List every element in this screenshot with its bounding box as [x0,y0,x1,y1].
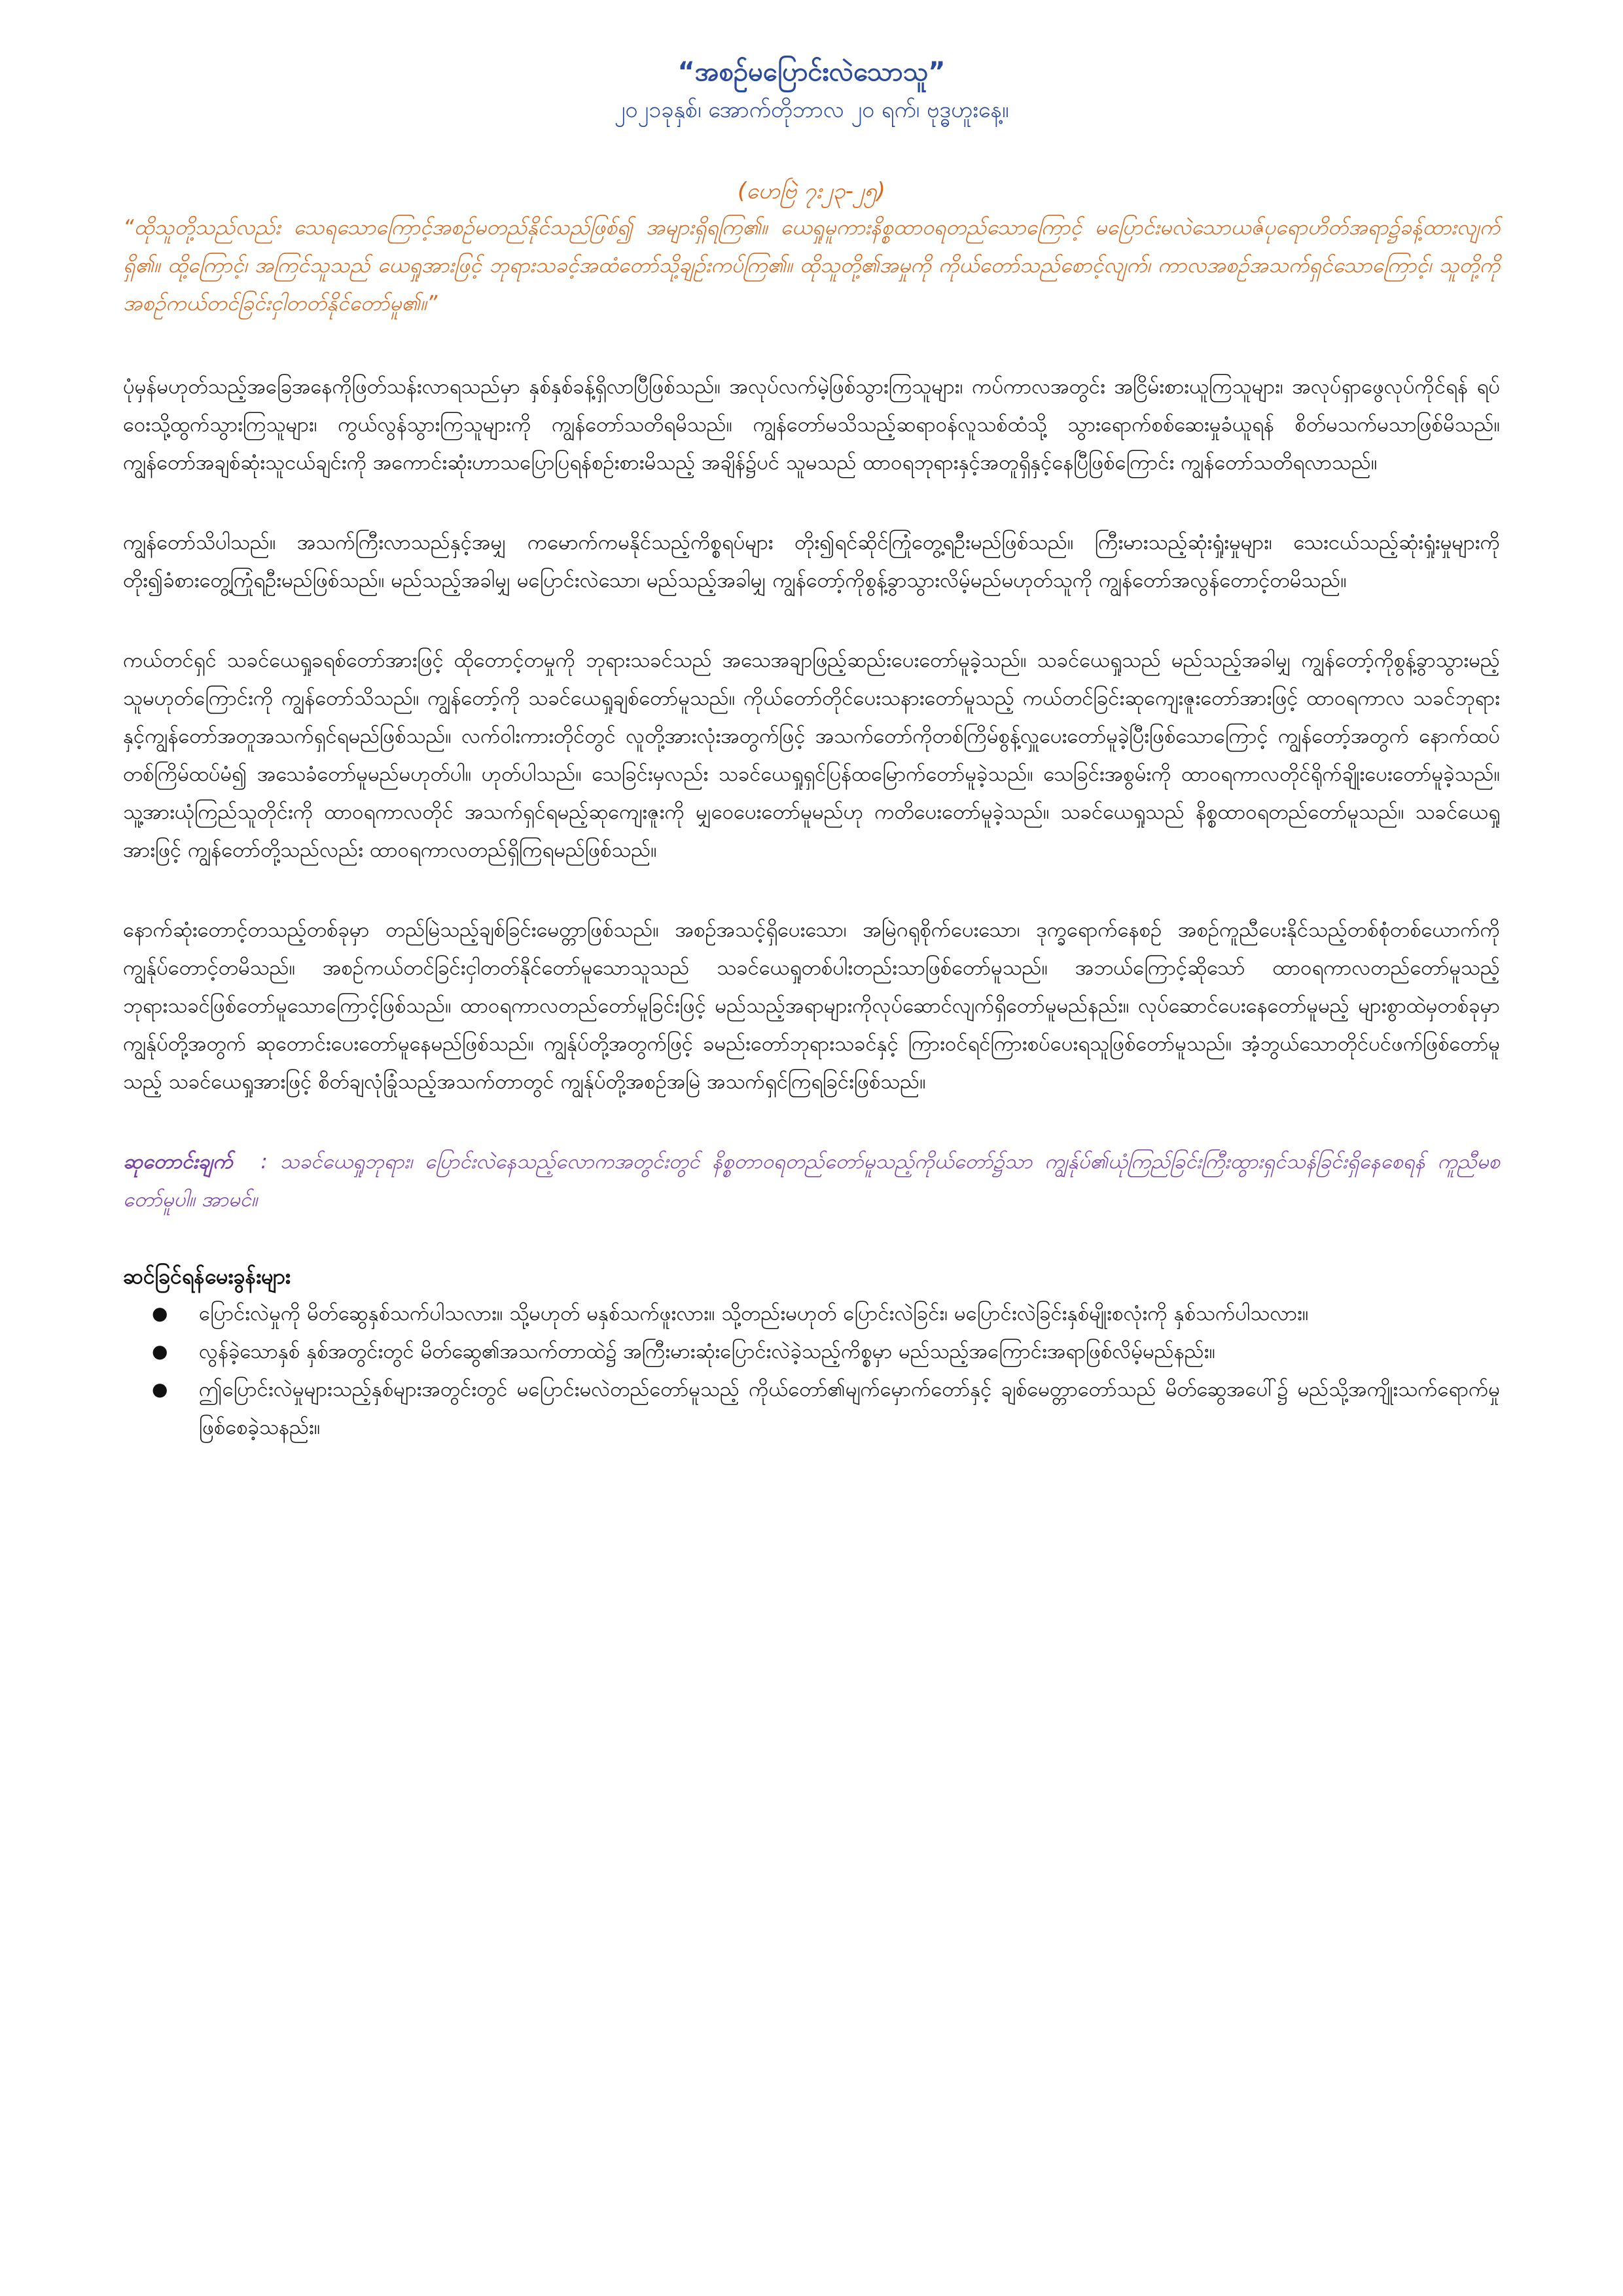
questions-list [123,1295,1500,1446]
body-paragraph: နောက်ဆုံးတောင့်တသည့်တစ်ခုမှာ တည်မြဲသည့်ချစ်ခြင်းမေတ္တာဖြစ်သည်။ အစဉ်အသင့်ရှိပေးသော၊ အမြဲဂရုစိုက်ပေးသော၊ ဒုက္ခရောက်နေစဉ် အစဉ်ကူညီပေးနိုင်သည့်တစ်စုံတစ်ယောက်ကို ကျွန်ုပ်တောင့်တမိသည်။ အစဉ်ကယ်တင်ခြင်းငှါတတ်နိုင်တော်မူသောသူသည် သခင်ယေရှုတစ်ပါးတည်းသာဖြစ်တော်မူသည်။ အဘယ်ကြောင့်ဆိုသော် ထာဝရကာလတည်တော်မူသည့် ဘုရားသခင်ဖြစ်တော်မူသောကြောင့်ဖြစ်သည်။ ထာဝရကာလတည်တော်မူခြင်းဖြင့် မည်သည့်အရာများကိုလုပ်ဆောင်လျက်ရှိတော်မူမည်နည်း။ လုပ်ဆောင်ပေးနေတော်မူမည့် များစွာထဲမှတစ်ခုမှာ ကျွန်ုပ်တို့အတွက် ဆုတောင်းပေးတော်မူနေမည်ဖြစ်သည်။ ကျွန်ုပ်တို့အတွက်ဖြင့် ခမည်းတော်ဘုရားသခင်နှင့် ကြားဝင်ရင်ကြားစပ်ပေးရသူဖြစ်တော်မူသည်။ အံ့ဘွယ်သောတိုင်ပင်ဖက်ဖြစ်တော်မူသည့် သခင်ယေရှုအားဖြင့် စိတ်ချလုံခြုံသည့်အသက်တာတွင် ကျွန်ုပ်တို့အစဉ်အမြဲ အသက်ရှင်ကြရခြင်းဖြစ်သည်။ [123,918,1500,1094]
question-text: ဤပြောင်းလဲမှုများသည့်နှစ်များအတွင်းတွင် မပြောင်းမလဲတည်တော်မူသည့် ကိုယ်တော်၏မျက်မှောက်တော်နှင့် ချစ်မေတ္တာတော်သည် မိတ်ဆွေအပေါ်၌ မည်သို့အကျိုးသက်ရောက်မှုဖြစ်စေခဲ့သနည်း။ [199,1378,1500,1439]
bullet-icon: ● [152,1340,168,1362]
prayer-block [123,1143,1500,1219]
prayer-text: : သခင်ယေရှုဘုရား၊ ပြောင်းလဲနေသည့်လောကအတွင်းတွင် နိစ္စတာဝရတည်တော်မူသည့်ကိုယ်တော်၌သာ ကျွန်ုပ်၏ယုံကြည်ခြင်းကြီးထွားရှင်သန်ခြင်းရှိနေစေရန် ကူညီမစတော်မူပါ။ အာမင်။ [123,1150,1501,1211]
verse-reference: (ဟေဗြဲ ၇း၂၃-၂၅) [738,178,885,204]
question-text: လွန်ခဲ့သောနှစ် နှစ်အတွင်းတွင် မိတ်ဆွေ၏အသက်တာထဲ၌ အကြီးမားဆုံးပြောင်းလဲခဲ့သည့်ကိစ္စမှာ မည်သည့်အကြောင်းအရာဖြစ်လိမ့်မည်နည်း။ [199,1340,1216,1363]
verse-text: “ထိုသူတို့သည်လည်း သေရသောကြောင့်အစဉ်မတည်နိုင်သည်ဖြစ်၍ အများရှိရကြ၏။ ယေရှုမူကားနိစ္စထာဝရတည်သောကြောင့် မပြောင်းမလဲသောယဇ်ပုရောဟိတ်အရာ၌ခန့်ထားလျက်ရှိ၏။ ထို့ကြောင့်၊ အကြင်သူသည် ယေရှုအားဖြင့် ဘုရားသခင့်အထံတော်သို့ချဉ်းကပ်ကြ၏။ ထိုသူတို့၏အမှုကို ကိုယ်တော်သည်စောင့်လျက်၊ ကာလအစဉ်အသက်ရှင်သောကြောင့်၊ သူတို့ကို အစဉ်ကယ်တင်ခြင်းငှါတတ်နိုင်တော်မူ၏။” [123,215,1500,315]
question-item [152,1333,1500,1371]
question-item [152,1371,1500,1446]
question-text: ပြောင်းလဲမှုကို မိတ်ဆွေနှစ်သက်ပါသလား။ သို့မဟုတ် မနှစ်သက်ဖူးလား။ သို့တည်းမဟုတ် ပြောင်းလဲခြင်း၊ မပြောင်းလဲခြင်းနှစ်မျိုးစလုံးကို နှစ်သက်ပါသလား။ [199,1302,1309,1325]
prayer-label: ဆုတောင်းချက် [123,1150,233,1174]
date-line: ၂၀၂၁ခုနှစ်၊ အောက်တိုဘာလ ၂၀ ရက်၊ ဗုဒ္ဓဟူးနေ့။ [614,97,1009,123]
question-item [152,1295,1500,1333]
body-paragraph: ကယ်တင်ရှင် သခင်ယေရှုခရစ်တော်အားဖြင့် ထိုတောင့်တမှုကို ဘုရားသခင်သည် အသေအချာဖြည့်ဆည်းပေးတော်မူခဲ့သည်။ သခင်ယေရှုသည် မည်သည့်အခါမျှ ကျွန်တော့်ကိုစွန့်ခွာသွားမည့်သူမဟုတ်ကြောင်းကို ကျွန်တော်သိသည်။ ကျွန်တော့်ကို သခင်ယေရှုချစ်တော်မူသည်။ ကိုယ်တော်တိုင်ပေးသနားတော်မူသည့် ကယ်တင်ခြင်းဆုကျေးဇူးတော်အားဖြင့် ထာဝရကာလ သခင်ဘုရားနှင့်ကျွန်တော်အတူအသက်ရှင်ရမည်ဖြစ်သည်။ လက်ဝါးကားတိုင်တွင် လူတို့အားလုံးအတွက်ဖြင့် အသက်တော်ကိုတစ်ကြိမ်စွန့်လှူပေးတော်မူခဲ့ပြီးဖြစ်သောကြောင့် ကျွန်တော့်အတွက် နောက်ထပ်တစ်ကြိမ်ထပ်မံ၍ အသေခံတော်မူမည်မဟုတ်ပါ။ ဟုတ်ပါသည်။ သေခြင်းမှလည်း သခင်ယေရှုရှင်ပြန်ထမြောက်တော်မူခဲ့သည်။ သေခြင်းအစွမ်းကို ထာဝရကာလတိုင်ရိုက်ချိုးပေးတော်မူခဲ့သည်။ သူ့အားယုံကြည်သူတိုင်းကို ထာဝရကာလတိုင် အသက်ရှင်ရမည့်ဆုကျေးဇူးကို မျှဝေပေးတော်မူမည်ဟု ကတိပေးတော်မူခဲ့သည်။ သခင်ယေရှုသည် နိစ္စထာဝရတည်တော်မူသည်။ သခင်ယေရှုအားဖြင့် ကျွန်တော်တို့သည်လည်း ထာဝရကာလတည်ရှိကြရမည်ဖြစ်သည်။ [123,649,1500,862]
bullet-icon: ● [152,1302,168,1324]
body-paragraph: ကျွန်တော်သိပါသည်။ အသက်ကြီးလာသည်နှင့်အမျှ ကမောက်ကမနိုင်သည့်ကိစ္စရပ်များ တိုး၍ရင်ဆိုင်ကြုံတွေ့ရဦးမည်ဖြစ်သည်။ ကြီးမားသည့်ဆုံးရှုံးမှုများ၊ သေးငယ်သည့်ဆုံးရှုံးမှုများကို တိုး၍ခံစားတွေ့ကြုံရဦးမည်ဖြစ်သည်။ မည်သည့်အခါမျှ မပြောင်းလဲသော၊ မည်သည့်အခါမျှ ကျွန်တော့်ကိုစွန့်ခွာသွားလိမ့်မည်မဟုတ်သူကို ကျွန်တော်အလွန်တောင့်တမိသည်။ [123,531,1500,592]
body-paragraph: ပုံမှန်မဟုတ်သည့်အခြေအနေကိုဖြတ်သန်းလာရသည်မှာ နှစ်နှစ်ခန့်ရှိလာပြီဖြစ်သည်။ အလုပ်လက်မဲ့ဖြစ်သွားကြသူများ၊ ကပ်ကာလအတွင်း အငြိမ်းစားယူကြသူများ၊ အလုပ်ရှာဖွေလုပ်ကိုင်ရန် ရပ်ဝေးသို့ထွက်သွားကြသူများ၊ ကွယ်လွန်သွားကြသူများကို ကျွန်တော်သတိရမိသည်။ ကျွန်တော်မသိသည့်ဆရာဝန်လူသစ်ထံသို့ သွားရောက်စစ်ဆေးမှုခံယူရန် စိတ်မသက်မသာဖြစ်မိသည်။ ကျွန်တော်အချစ်ဆုံးသူငယ်ချင်းကို အကောင်းဆုံးဟာသပြောပြရန်စဉ်းစားမိသည့် အချိန်၌ပင် သူမသည် ထာဝရဘုရားနှင့်အတူရှိနှင့်နေပြီဖြစ်ကြောင်း ကျွန်တော်သတိရလာသည်။ [123,375,1500,475]
devotional-page [123,52,1500,1446]
questions-heading: ဆင်ခြင်ရန်မေးခွန်းများ [123,1264,291,1289]
page-title: “အစဉ်မပြောင်းလဲသောသူ” [677,57,946,87]
bullet-icon: ● [152,1378,168,1400]
